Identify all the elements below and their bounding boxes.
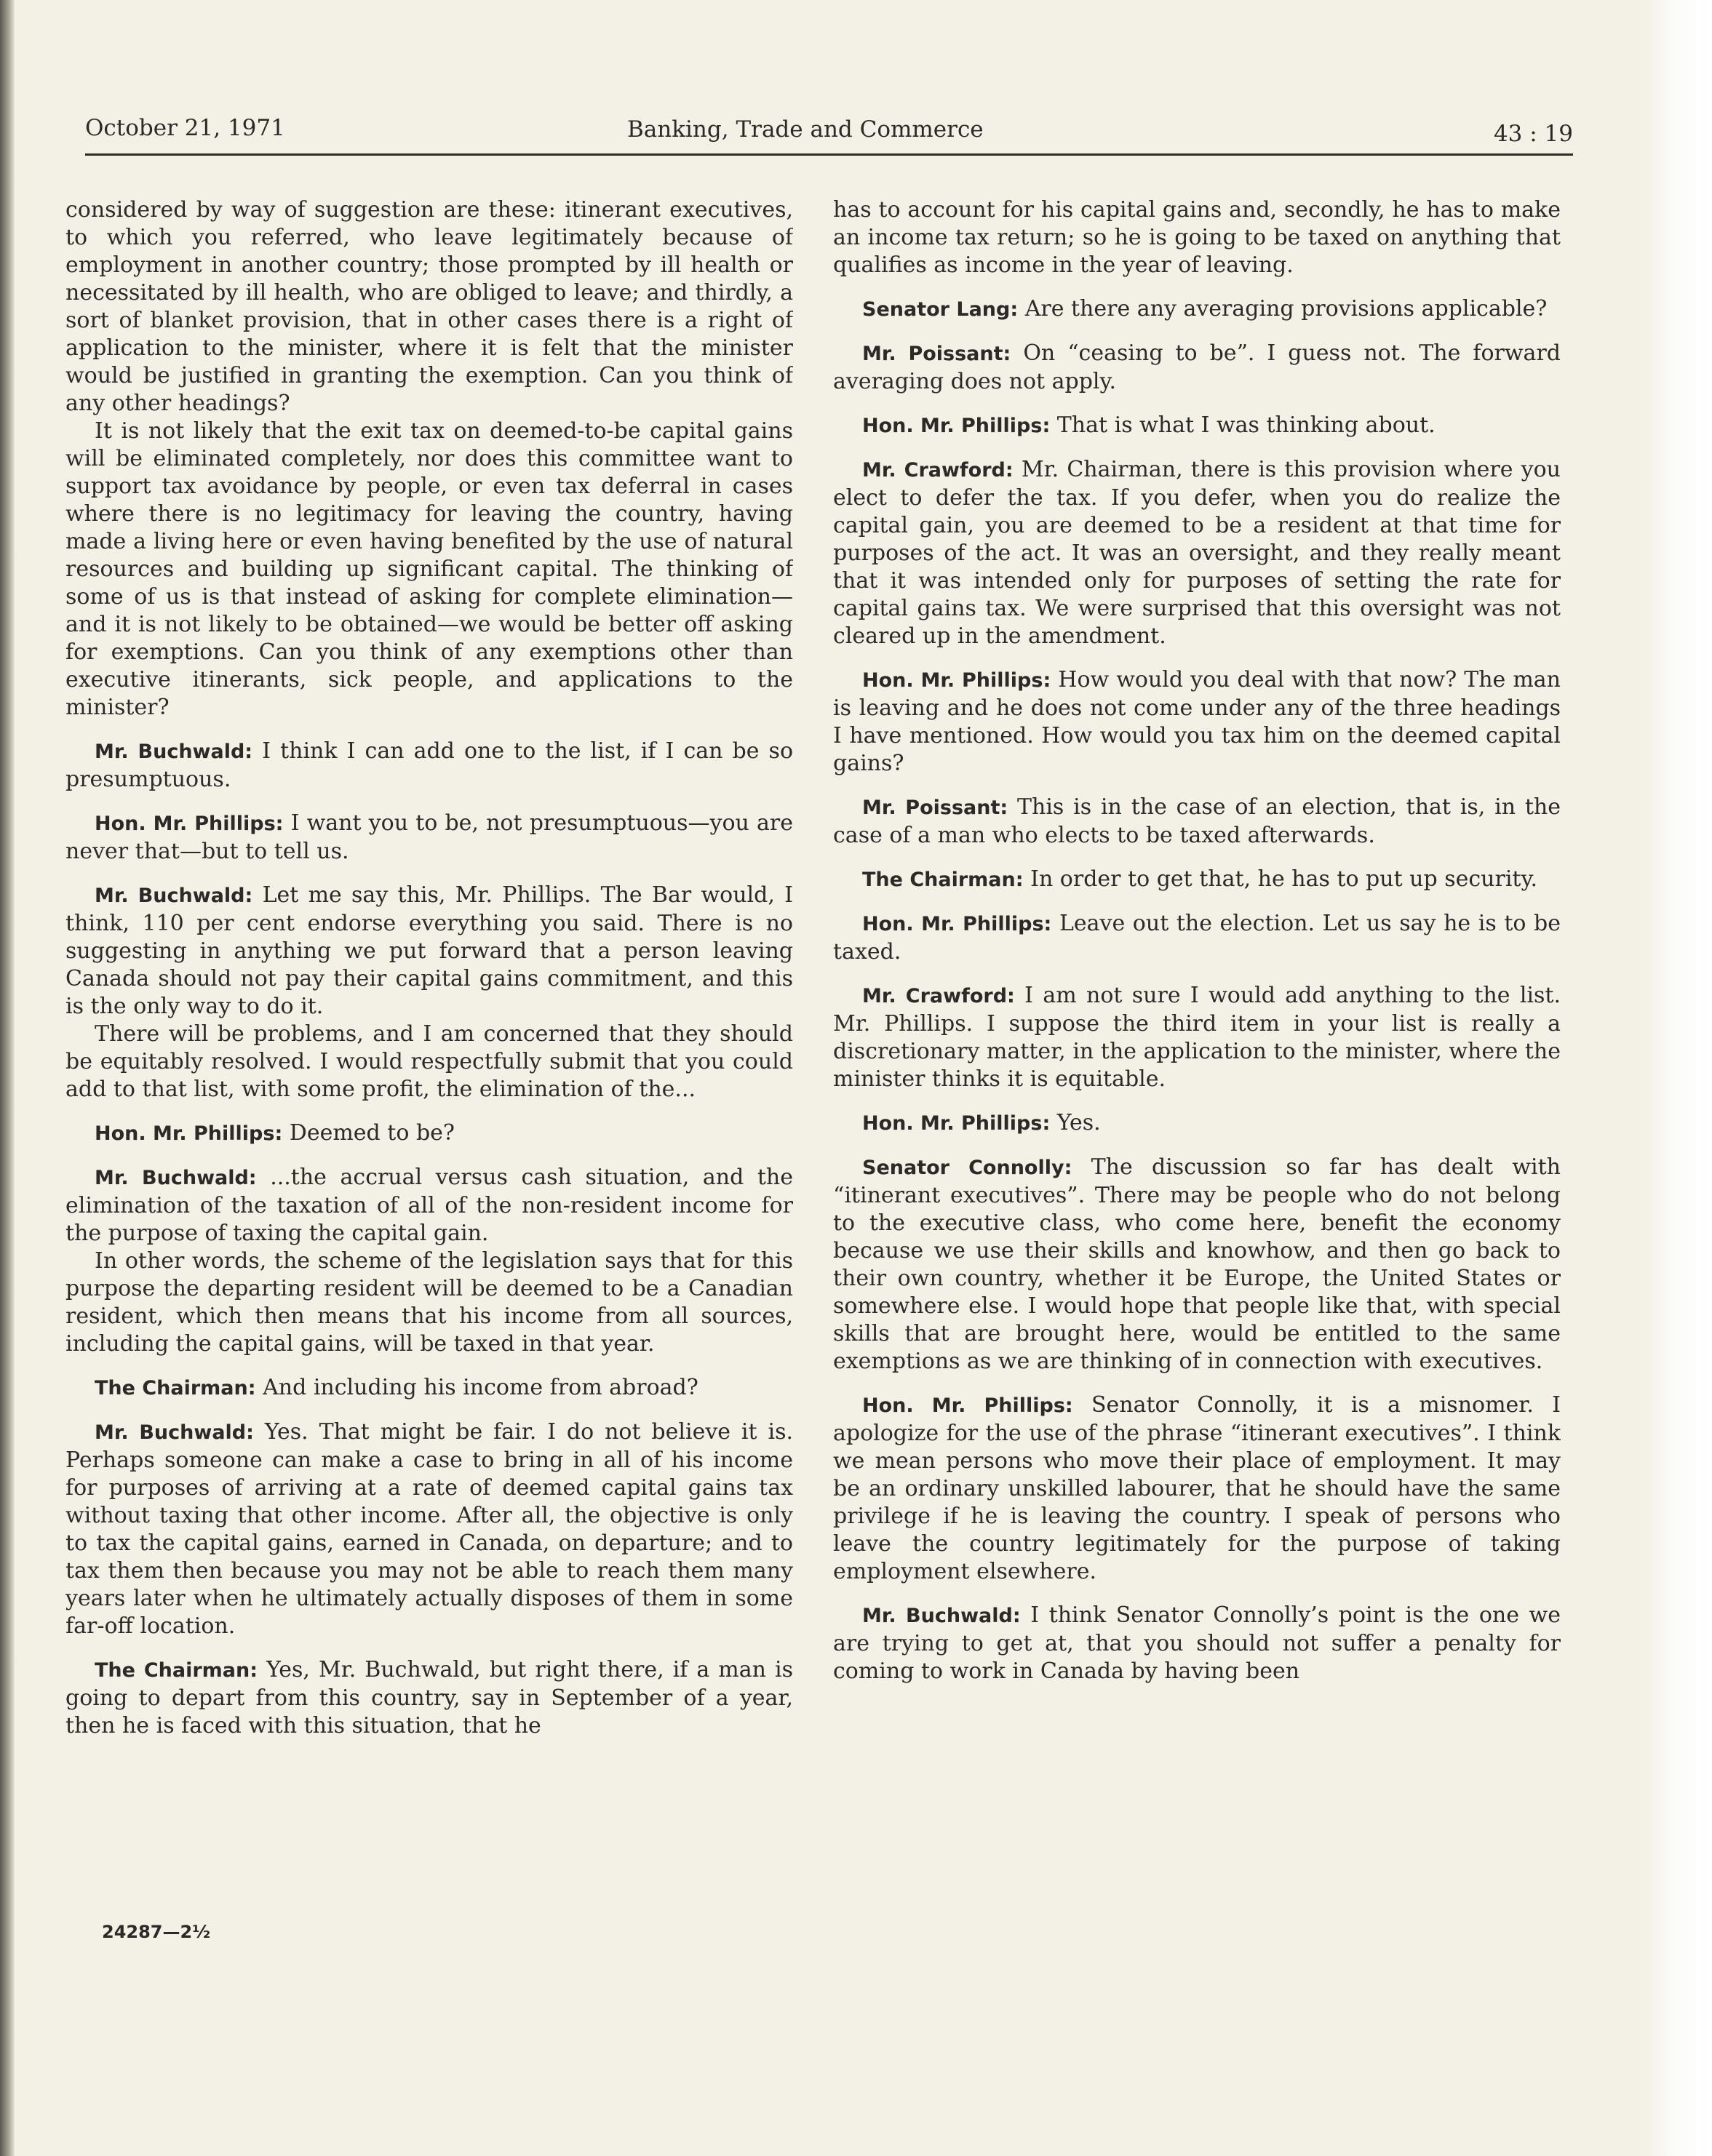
speaker-name: Senator Connolly: bbox=[862, 1157, 1072, 1179]
paragraph-text: considered by way of suggestion are these: itinerant executives, to which you referred, who leave legitimately because of employment in another country; those prompted by ill health or necessitated by ill health, who are obliged to leave; and thirdly, a sort of blanket provision, that in other cases there is a right of application to the minister, where it is felt that the minister would be justified in granting the exemption. Can you think of any other headings? bbox=[65, 197, 793, 416]
paragraph-text: That is what I was thinking about. bbox=[1050, 412, 1436, 438]
paragraph-text: Are there any averaging provisions applicable? bbox=[1018, 296, 1548, 322]
speech-paragraph bbox=[833, 666, 1561, 778]
speaker-name: Mr. Buchwald: bbox=[95, 1167, 257, 1189]
header-rule bbox=[85, 153, 1573, 156]
speaker-name: The Chairman: bbox=[95, 1659, 258, 1682]
page-binding-shadow bbox=[0, 0, 15, 2156]
speech-paragraph bbox=[833, 910, 1561, 966]
paragraph-text: I want you to be, not presumptuous—you are never that—but to tell us. bbox=[65, 810, 793, 864]
footer-print-code: 24287—2½ bbox=[102, 1922, 211, 1942]
speech-paragraph bbox=[833, 1109, 1561, 1138]
header-page-number: 43 : 19 bbox=[1493, 121, 1573, 147]
paragraph-text: Leave out the election. Let us say he is to be taxed. bbox=[833, 911, 1561, 965]
paragraph-text: How would you deal with that now? The man is leaving and he does not come under any of the three headings I have mentioned. How would you tax him on the deemed capital gains? bbox=[833, 667, 1561, 776]
text-paragraph bbox=[65, 1021, 793, 1103]
paragraph-text: The discussion so far has dealt with “itinerant executives”. There may be people who do not belong to the executive class, who come here, benefit the economy because we use their skills and knowhow, and then go back to their own country, whether it be Europe, the United States or somewhere else. I would hope that people like that, with special skills that are brought here, would be entitled to the same exemptions as we are thinking of in connection with executives. bbox=[833, 1154, 1561, 1374]
paragraph-text: Yes. bbox=[1050, 1110, 1101, 1135]
speech-paragraph bbox=[65, 1119, 793, 1148]
speaker-name: Hon. Mr. Phillips: bbox=[862, 1112, 1051, 1135]
speaker-name: Hon. Mr. Phillips: bbox=[862, 415, 1051, 437]
paragraph-text: In order to get that, he has to put up security. bbox=[1023, 866, 1537, 892]
speech-paragraph bbox=[833, 340, 1561, 396]
speech-paragraph bbox=[833, 866, 1561, 894]
speaker-name: Hon. Mr. Phillips: bbox=[95, 1122, 283, 1145]
speech-paragraph bbox=[833, 412, 1561, 440]
speech-paragraph bbox=[833, 456, 1561, 650]
paragraph-text: Yes, Mr. Buchwald, but right there, if a man is going to depart from this country, say in September of a year, then he is faced with this situation, that he bbox=[65, 1657, 793, 1738]
speaker-name: The Chairman: bbox=[95, 1377, 256, 1400]
text-paragraph bbox=[65, 1247, 793, 1358]
speaker-name: Mr. Buchwald: bbox=[95, 885, 253, 907]
paragraph-text: Deemed to be? bbox=[282, 1120, 455, 1146]
speech-paragraph bbox=[833, 1392, 1561, 1586]
speaker-name: Senator Lang: bbox=[862, 298, 1019, 321]
paragraph-text: Yes. That might be fair. I do not believe it is. Perhaps someone can make a case to bring in all of his income for purposes of arriving at a rate of deemed capital gains tax without taxing that other income. After all, the objective is only to tax the capital gains, earned in Canada, on departure; and to tax them then because you may not be able to reach them many years later when he ultimately actually disposes of them in some far-off location. bbox=[65, 1419, 793, 1639]
running-header bbox=[85, 115, 1573, 159]
paragraph-text: On “ceasing to be”. I guess not. The forward averaging does not apply. bbox=[833, 340, 1561, 394]
speaker-name: Mr. Crawford: bbox=[862, 985, 1015, 1007]
speech-paragraph bbox=[65, 1656, 793, 1740]
paragraph-text: Mr. Chairman, there is this provision where you elect to defer the tax. If you defer, when you do realize the capital gain, you are deemed to be a resident at that time for purposes of the act. It was an oversight, and they really meant that it was intended only for purposes of setting the rate for capital gains tax. We were surprised that this oversight was not cleared up in the amendment. bbox=[833, 457, 1561, 649]
paragraph-text: has to account for his capital gains and, secondly, he has to make an income tax return; so he is going to be taxed on anything that qualifies as income in the year of leaving. bbox=[833, 197, 1561, 278]
speaker-name: Mr. Poissant: bbox=[862, 343, 1011, 365]
speaker-name: Mr. Crawford: bbox=[862, 459, 1014, 482]
text-paragraph bbox=[65, 196, 793, 418]
speaker-name: Hon. Mr. Phillips: bbox=[862, 913, 1052, 935]
paragraph-text: And including his income from abroad? bbox=[255, 1375, 698, 1400]
text-paragraph bbox=[65, 418, 793, 722]
paragraph-text: Let me say this, Mr. Phillips. The Bar would, I think, 110 per cent endorse everything you said. There is no suggesting in anything we put forward that a person leaving Canada should not pay their capital gains commitment, and this is the only way to do it. bbox=[65, 882, 793, 1019]
paragraph-text: This is in the case of an election, that is, in the case of a man who elects to be taxed afterwards. bbox=[833, 794, 1561, 848]
paragraph-text: There will be problems, and I am concerned that they should be equitably resolved. I would respectfully submit that you could add to that list, with some profit, the elimination of the... bbox=[65, 1021, 793, 1102]
text-paragraph bbox=[833, 196, 1561, 279]
speech-paragraph bbox=[65, 1418, 793, 1640]
speech-paragraph bbox=[833, 1602, 1561, 1685]
page-right-margin bbox=[1647, 0, 1712, 2156]
speaker-name: Mr. Buchwald: bbox=[862, 1605, 1021, 1627]
paragraph-text: ...the accrual versus cash situation, and the elimination of the taxation of all of the non-resident income for the purpose of taxing the capital gain. bbox=[65, 1165, 793, 1246]
header-title: Banking, Trade and Commerce bbox=[627, 116, 984, 143]
speech-paragraph bbox=[833, 295, 1561, 324]
paragraph-text: Senator Connolly, it is a misnomer. I apologize for the use of the phrase “itinerant executives”. I think we mean persons who move their place of employment. It may be an ordinary unskilled labourer, that he should have the same privilege if he is leaving the country. I speak of persons who leave the country legitimately for the purpose of taking employment elsewhere. bbox=[833, 1392, 1561, 1584]
speech-paragraph bbox=[65, 1374, 793, 1402]
paragraph-text: I am not sure I would add anything to the list. Mr. Phillips. I suppose the third item in your list is really a discretionary matter, in the application to the minister, where the minister thinks it is equitable. bbox=[833, 983, 1561, 1092]
speech-paragraph bbox=[833, 982, 1561, 1093]
right-column bbox=[833, 196, 1561, 1942]
paragraph-text: It is not likely that the exit tax on deemed-to-be capital gains will be eliminated completely, nor does this committee want to support tax avoidance by people, or even tax deferral in cases where there is no legitimacy for leaving the country, having made a living here or even having benefited by the use of natural resources and building up significant capital. The thinking of some of us is that instead of asking for complete elimination—and it is not likely to be obtained—we would be better off asking for exemptions. Can you think of any exemptions other than executive itinerants, sick people, and applications to the minister? bbox=[65, 418, 793, 720]
left-column bbox=[65, 196, 793, 1942]
paragraph-text: In other words, the scheme of the legislation says that for this purpose the departing resident will be deemed to be a Canadian resident, which then means that his income from all sources, including the capital gains, will be taxed in that year. bbox=[65, 1248, 793, 1357]
paragraph-text: I think I can add one to the list, if I can be so presumptuous. bbox=[65, 738, 793, 792]
speech-paragraph bbox=[65, 882, 793, 1021]
speaker-name: The Chairman: bbox=[862, 869, 1024, 891]
speaker-name: Mr. Poissant: bbox=[862, 796, 1008, 819]
speech-paragraph bbox=[833, 794, 1561, 850]
speaker-name: Mr. Buchwald: bbox=[95, 740, 253, 763]
speech-paragraph bbox=[65, 1164, 793, 1247]
speaker-name: Hon. Mr. Phillips: bbox=[95, 813, 284, 835]
speech-paragraph bbox=[65, 738, 793, 794]
header-date: October 21, 1971 bbox=[85, 115, 285, 141]
paragraph-text: I think Senator Connolly’s point is the one we are trying to get at, that you should not suffer a penalty for coming to work in Canada by having been bbox=[833, 1602, 1561, 1684]
speech-paragraph bbox=[65, 810, 793, 866]
speech-paragraph bbox=[833, 1154, 1561, 1376]
speaker-name: Hon. Mr. Phillips: bbox=[862, 1394, 1073, 1417]
speaker-name: Hon. Mr. Phillips: bbox=[862, 669, 1051, 692]
speaker-name: Mr. Buchwald: bbox=[95, 1421, 254, 1444]
